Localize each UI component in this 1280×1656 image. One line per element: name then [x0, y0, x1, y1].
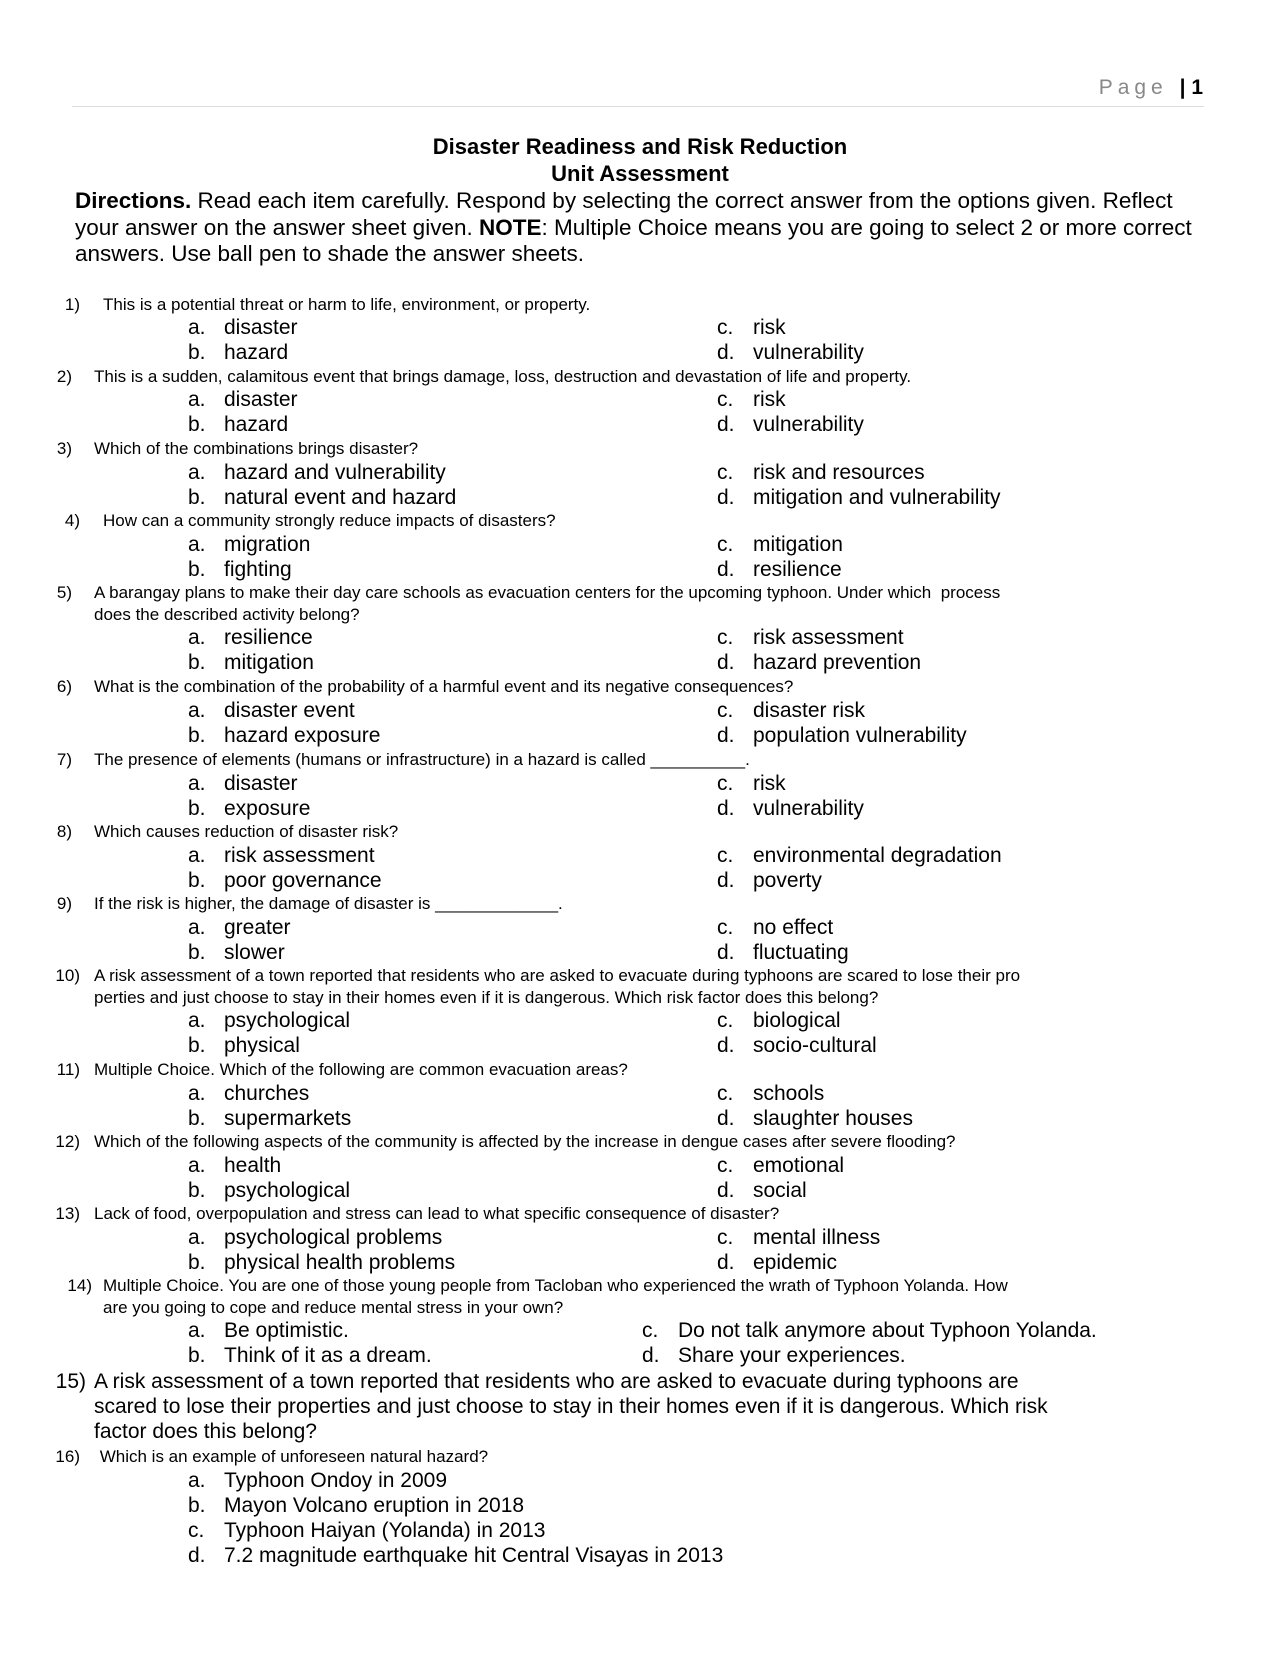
option-d: d. Share your experiences.: [642, 1344, 906, 1367]
option-b: b. psychological: [188, 1179, 351, 1202]
question-number: 8): [56, 822, 72, 841]
option-a: a. disaster: [188, 316, 298, 339]
question-text: How can a community strongly reduce impacts of disasters?: [103, 511, 556, 530]
question-number: 12): [55, 1132, 80, 1151]
option-b: b. hazard: [188, 413, 289, 436]
option-b: b. mitigation: [188, 651, 314, 674]
option-d: d. population vulnerability: [717, 724, 967, 747]
option-a: a. greater: [188, 916, 291, 939]
option-d: d. slaughter houses: [717, 1107, 913, 1130]
option-c: c. risk: [717, 772, 786, 795]
option-d: d. resilience: [717, 558, 842, 581]
option-a: a. psychological: [188, 1009, 351, 1032]
document-title: Disaster Readiness and Risk Reduction: [432, 134, 848, 159]
option-a: a. migration: [188, 533, 311, 556]
option-a: a. psychological problems: [188, 1226, 443, 1249]
option-d: d. social: [717, 1179, 807, 1202]
question-text: Which of the following aspects of the community is affected by the increase in dengue cases after severe flooding?: [94, 1132, 956, 1151]
note-label: NOTE: [478, 214, 542, 240]
directions: [75, 188, 1215, 268]
option-d: d. hazard prevention: [717, 651, 922, 674]
question-number: 4): [64, 511, 80, 530]
question-number: 16): [55, 1447, 80, 1466]
option-b: b. exposure: [188, 797, 311, 820]
question-text-line-3: factor does this belong?: [94, 1420, 317, 1443]
page-header: [0, 76, 1203, 100]
question-text: Multiple Choice. Which of the following are common evacuation areas?: [94, 1060, 628, 1079]
question-text-line-2: perties and just choose to stay in their homes even if it is dangerous. Which risk factor does this belong?: [94, 988, 879, 1007]
question-text: Which of the combinations brings disaster?: [94, 439, 419, 458]
option-a: a. disaster: [188, 388, 298, 411]
option-d: d. mitigation and vulnerability: [717, 486, 1001, 509]
option-b: b. Think of it as a dream.: [188, 1344, 432, 1367]
option-b: b. slower: [188, 941, 285, 964]
option-a: a. Be optimistic.: [188, 1319, 349, 1342]
option-c: c. mitigation: [717, 533, 843, 556]
question-text: This is a potential threat or harm to life, environment, or property.: [103, 295, 591, 314]
option-c: c. biological: [717, 1009, 841, 1032]
question-number: 10): [55, 966, 80, 985]
option-c: c. risk and resources: [717, 461, 925, 484]
directions-label: Directions.: [75, 188, 192, 213]
question-text: Which is an example of unforeseen natural hazard?: [95, 1447, 489, 1466]
option-b: b. hazard exposure: [188, 724, 381, 747]
question-text: A risk assessment of a town reported that residents who are asked to evacuate during typhoons are scared to lose their pro: [94, 966, 1021, 985]
question-number: 15): [55, 1370, 86, 1393]
directions-text: Read each item carefully. Respond by selecting the correct answer from the options given. Reflect your answer on the answer sheet given.: [75, 188, 1173, 240]
question-text-line-2: does the described activity belong?: [94, 605, 360, 624]
option-a: a. health: [188, 1154, 282, 1177]
document-subtitle: Unit Assessment: [551, 161, 729, 186]
page-word: Page: [1098, 76, 1168, 99]
option-b: b. supermarkets: [188, 1107, 352, 1130]
question-number: 13): [55, 1204, 80, 1223]
option-c: c. emotional: [717, 1154, 845, 1177]
option-d: d. socio-cultural: [717, 1034, 877, 1057]
page-number: 1: [1191, 76, 1203, 99]
question-text: The presence of elements (humans or infrastructure) in a hazard is called __________.: [94, 750, 750, 769]
question-number: 9): [56, 894, 72, 913]
question-number: 5): [56, 583, 72, 602]
page-separator: |: [1179, 76, 1186, 99]
option-c: c. Typhoon Haiyan (Yolanda) in 2013: [188, 1519, 546, 1542]
option-b: b. physical health problems: [188, 1251, 456, 1274]
question-text: Lack of food, overpopulation and stress can lead to what specific consequence of disaster?: [94, 1204, 780, 1223]
option-d: d. vulnerability: [717, 413, 864, 436]
option-c: c. disaster risk: [717, 699, 866, 722]
option-d: d. vulnerability: [717, 797, 864, 820]
question-number: 3): [56, 439, 72, 458]
question-text: This is a sudden, calamitous event that brings damage, loss, destruction and devastation of life and property.: [94, 367, 912, 386]
header-divider: [72, 106, 1204, 107]
option-c: c. schools: [717, 1082, 825, 1105]
option-a: a. resilience: [188, 626, 313, 649]
question-number: 1): [64, 295, 80, 314]
question-number: 7): [56, 750, 72, 769]
option-a: a. Typhoon Ondoy in 2009: [188, 1469, 448, 1492]
option-b: b. fighting: [188, 558, 292, 581]
option-c: c. no effect: [717, 916, 834, 939]
option-b: b. natural event and hazard: [188, 486, 457, 509]
directions-note-text: : Multiple Choice means you are going to select 2 or more correct answers. Use ball pen to shade the answer sheets.: [75, 214, 1192, 266]
option-c: c. risk: [717, 388, 786, 411]
option-d: d. epidemic: [717, 1251, 838, 1274]
option-d: d. vulnerability: [717, 341, 864, 364]
option-c: c. risk assessment: [717, 626, 904, 649]
question-text: A risk assessment of a town reported that residents who are asked to evacuate during typhoons are: [94, 1370, 1019, 1393]
option-c: c. risk: [717, 316, 786, 339]
question-text: A barangay plans to make their day care schools as evacuation centers for the upcoming typhoon. Under which process: [94, 583, 1001, 602]
option-c: c. environmental degradation: [717, 844, 1002, 867]
option-a: a. hazard and vulnerability: [188, 461, 446, 484]
option-b: b. poor governance: [188, 869, 382, 892]
option-a: a. churches: [188, 1082, 310, 1105]
question-number: 6): [56, 677, 72, 696]
option-d: d. poverty: [717, 869, 822, 892]
option-b: b. physical: [188, 1034, 300, 1057]
question-text: Multiple Choice. You are one of those young people from Tacloban who experienced the wrath of Typhoon Yolanda. How: [103, 1276, 1008, 1295]
option-d: d. 7.2 magnitude earthquake hit Central Visayas in 2013: [188, 1544, 724, 1567]
question-text: If the risk is higher, the damage of disaster is _____________.: [94, 894, 563, 913]
option-b: b. Mayon Volcano eruption in 2018: [188, 1494, 525, 1517]
option-c: c. Do not talk anymore about Typhoon Yolanda.: [642, 1319, 1097, 1342]
question-text: What is the combination of the probability of a harmful event and its negative consequences?: [94, 677, 794, 696]
question-text: Which causes reduction of disaster risk?: [94, 822, 399, 841]
option-a: a. disaster event: [188, 699, 355, 722]
option-b: b. hazard: [188, 341, 289, 364]
question-number: 11): [56, 1060, 80, 1079]
option-d: d. fluctuating: [717, 941, 849, 964]
question-text-line-2: scared to lose their properties and just choose to stay in their homes even if it is dangerous. Which risk: [94, 1395, 1048, 1418]
option-a: a. risk assessment: [188, 844, 375, 867]
option-a: a. disaster: [188, 772, 298, 795]
question-number: 14): [67, 1276, 92, 1295]
option-c: c. mental illness: [717, 1226, 881, 1249]
question-text-line-2: are you going to cope and reduce mental stress in your own?: [103, 1298, 564, 1317]
question-number: 2): [56, 367, 72, 386]
